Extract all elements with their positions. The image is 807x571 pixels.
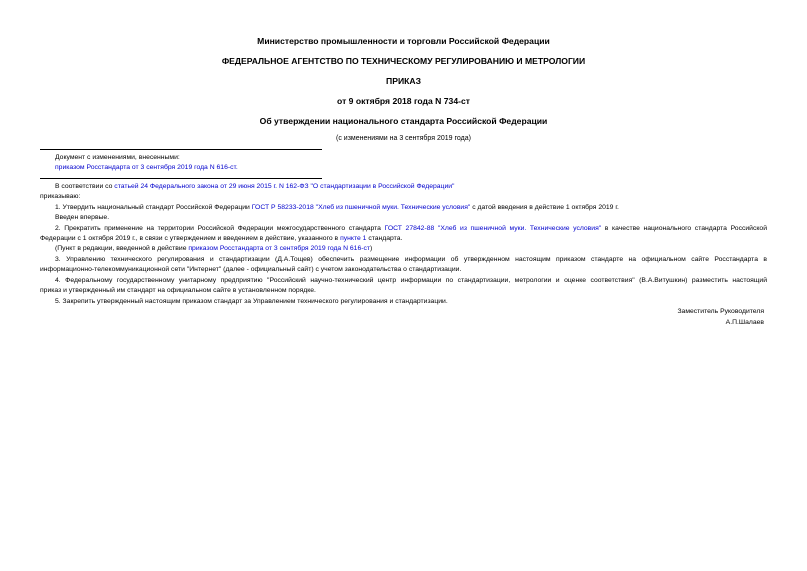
paragraph-item-2-line1	[55, 224, 767, 233]
changes-box-link-line	[55, 163, 238, 172]
item-2-line2-text: Федерации с 1 октября 2019 г., в связи с утверждением и введением в действие, указанного в	[40, 235, 341, 242]
agency-heading: ФЕДЕРАЛЬНОЕ АГЕНТСТВО ПО ТЕХНИЧЕСКОМУ РЕГУЛИРОВАНИЮ И МЕТРОЛОГИИ	[221, 56, 586, 66]
subject-heading: Об утверждении национального стандарта Российской Федерации	[259, 116, 548, 126]
gost-27842-link[interactable]: ГОСТ 27842-88	[384, 225, 435, 232]
item-2-note-text: (Пункт в редакции, введенной в действие	[55, 245, 189, 252]
paragraph-item-3-line1: 3. Управлению технического регулирования и стандартизации (Д.А.Тощев) обеспечить размещение информации об утвержденном настоящим приказом стандарте на официальном сайте Росстандарта в	[55, 256, 767, 263]
paragraph-item-1	[55, 203, 619, 212]
amendment-order-link[interactable]: приказом Росстандарта от 3 сентября 2019 года N 616-ст.	[55, 164, 238, 171]
paragraph-item-4-line1: 4. Федеральному государственному унитарному предприятию "Российский научно-технический центр информации по стандартизации, метрологии и оценке соответствия" (В.А.Витушкин) разместить настоящий	[55, 277, 767, 284]
paragraph-item-4-line2: приказ и утвержденный им стандарт на официальном сайте в установленном порядке.	[40, 287, 316, 294]
document-type-heading: ПРИКАЗ	[386, 76, 421, 86]
paragraph-basis-text: В соответствии со	[55, 183, 115, 190]
signature-name: А.П.Шалаев	[725, 319, 764, 326]
amendment-order-link-2[interactable]: приказом Росстандарта от 3 сентября 2019 года N 616-ст	[188, 245, 371, 252]
item-2-note-tail: )	[370, 245, 373, 252]
ministry-heading: Министерство промышленности и торговли Российской Федерации	[257, 36, 550, 46]
changes-box-label: Документ с изменениями, внесенными:	[55, 154, 180, 161]
introduced-first-time: Введен впервые.	[55, 214, 110, 221]
paragraph-item-2-line2	[40, 234, 402, 243]
item-2-line2-tail: стандарта.	[366, 235, 403, 242]
paragraph-item-5: 5. Закрепить утвержденный настоящим приказом стандарт за Управлением технического регулирования и стандартизации.	[55, 298, 448, 305]
changes-box-top-divider	[40, 149, 322, 150]
item-1-tail: с датой введения в действие 1 октября 2019 г.	[470, 204, 619, 211]
item-2-tail: в качестве национального стандарта Российской	[601, 225, 767, 232]
point-1-link[interactable]: пункте 1	[340, 235, 367, 242]
changes-box-bottom-divider	[40, 178, 322, 179]
gost-r-58233-title-link[interactable]: "Хлеб из пшеничной муки. Технические условия"	[315, 204, 471, 211]
item-1-text: 1. Утвердить национальный стандарт Российской Федерации	[55, 204, 252, 211]
gost-27842-title-link[interactable]: "Хлеб из пшеничной муки. Технические условия"	[437, 225, 602, 232]
paragraph-basis	[55, 182, 454, 191]
paragraph-item-2-note	[55, 244, 372, 253]
order-word: приказываю:	[40, 193, 81, 200]
paragraph-item-3-line2: информационно-телекоммуникационной сети "Интернет" (далее - официальный сайт) с учетом законодательства о стандартизации.	[40, 266, 462, 273]
gost-r-58233-link[interactable]: ГОСТ Р 58233-2018	[251, 204, 314, 211]
signature-position: Заместитель Руководителя	[677, 308, 764, 315]
date-number-heading: от 9 октября 2018 года N 734-ст	[337, 96, 470, 106]
amendments-note: (с изменениями на 3 сентября 2019 года)	[336, 135, 471, 142]
federal-law-link[interactable]: статьей 24 Федерального закона от 29 июня 2015 г. N 162-ФЗ "О стандартизации в Российской Федерации"	[114, 183, 455, 190]
item-2-text: 2. Прекратить применение на территории Российской Федерации межгосударственного стандарта	[55, 225, 385, 232]
